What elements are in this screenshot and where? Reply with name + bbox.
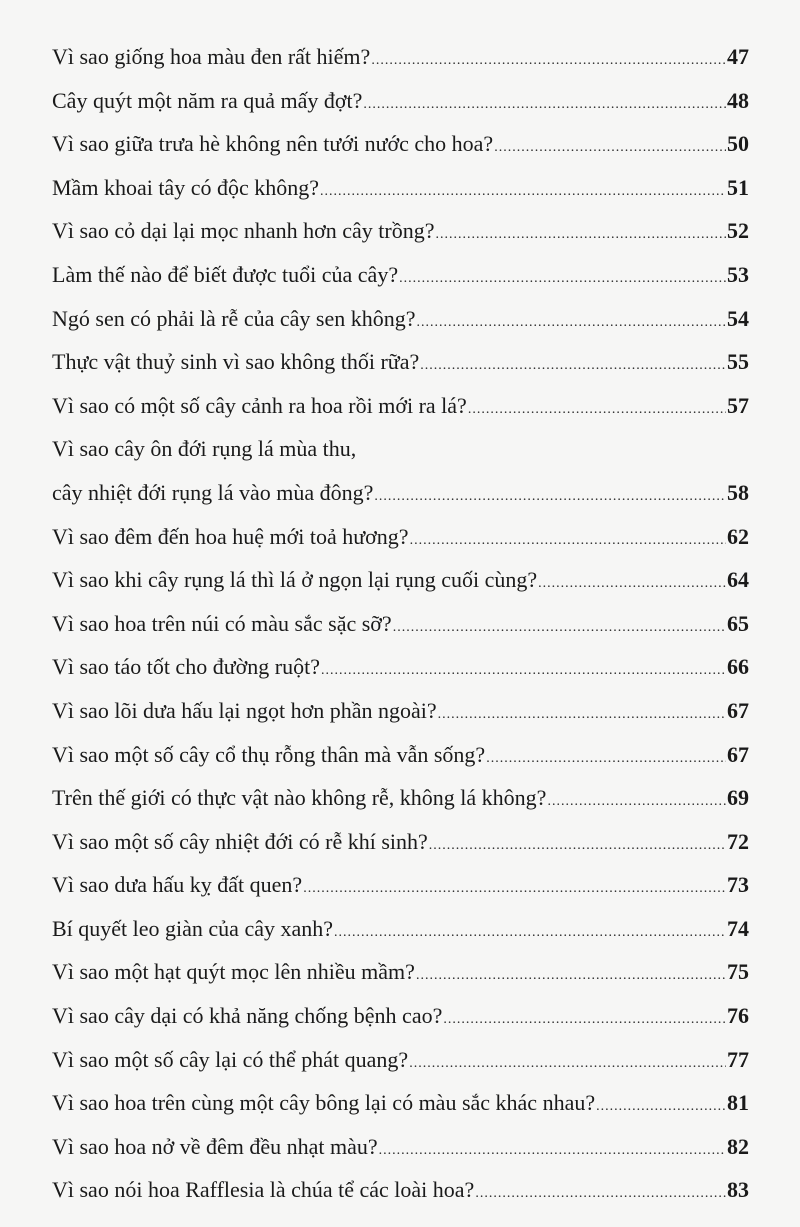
toc-entry-title: Vì sao dưa hấu kỵ đất quen? [52, 872, 303, 898]
dot-leader [416, 954, 726, 998]
toc-entry-page-number: 64 [727, 567, 749, 593]
toc-entry [52, 515, 749, 559]
dot-leader [468, 388, 726, 432]
dot-leader [409, 1042, 726, 1086]
toc-entry [52, 79, 749, 123]
toc-entry-title: Vì sao đêm đến hoa huệ mới toả hương? [52, 523, 409, 549]
dot-leader [486, 737, 726, 781]
toc-entry-line [52, 427, 749, 471]
toc-entry-title: Vì sao hoa trên cùng một cây bông lại có màu sắc khác nhau? [52, 1090, 596, 1116]
toc-entry-page-number: 67 [727, 741, 749, 767]
toc-entry-title: Cây quýt một năm ra quả mấy đợt? [52, 87, 363, 113]
dot-leader [443, 998, 726, 1042]
toc-entry-page-number: 57 [727, 392, 749, 418]
toc-entry-title: Vì sao giữa trưa hè không nên tưới nước cho hoa? [52, 131, 494, 157]
toc-entry-page-number: 67 [727, 697, 749, 723]
toc-entry-title: Vì sao giống hoa màu đen rất hiếm? [52, 44, 371, 69]
toc-entry [52, 733, 749, 777]
toc-entry [52, 471, 749, 515]
toc-entry-title: Thực vật thuỷ sinh vì sao không thối rữa? [52, 349, 420, 375]
toc-entry-title: Vì sao cỏ dại lại mọc nhanh hơn cây trồng? [52, 218, 435, 244]
toc-entry-title: Vì sao khi cây rụng lá thì lá ở ngọn lại rụng cuối cùng? [52, 567, 538, 593]
toc-entry-page-number: 54 [727, 305, 749, 331]
toc-entry-title: Vì sao một số cây cổ thụ rỗng thân mà vẫn sống? [52, 741, 486, 767]
toc-entry-page-number: 66 [727, 654, 749, 680]
toc-entry-page-number: 58 [727, 479, 749, 505]
toc-entry [52, 384, 749, 428]
toc-entry-page-number: 53 [727, 261, 749, 287]
toc-entry [52, 253, 749, 297]
toc-entry [52, 645, 749, 689]
dot-leader [596, 1085, 726, 1129]
toc-entry-page-number: 82 [727, 1133, 749, 1159]
toc-entry-title: Mầm khoai tây có độc không? [52, 174, 319, 200]
toc-entry-title: Vì sao hoa nở về đêm đều nhạt màu? [52, 1133, 378, 1159]
toc-entry-page-number: 73 [727, 872, 749, 898]
toc-entry-page-number: 75 [727, 959, 749, 985]
toc-entry [52, 776, 749, 820]
dot-leader [438, 693, 726, 737]
toc-entry-page-number: 69 [727, 785, 749, 811]
toc-entry [52, 907, 749, 951]
toc-entry [52, 1038, 749, 1082]
toc-entry-title: Vì sao một số cây nhiệt đới có rễ khí sinh? [52, 828, 428, 854]
toc-entry-page-number: 81 [727, 1090, 749, 1116]
toc-entry [52, 994, 749, 1038]
dot-leader [429, 824, 726, 868]
dot-leader [538, 562, 726, 606]
toc-entry [52, 1168, 749, 1212]
toc-entry [52, 122, 749, 166]
dot-leader [303, 867, 726, 911]
toc-entry [52, 35, 749, 79]
toc-entry-page-number: 51 [727, 174, 749, 200]
toc-entry [52, 297, 749, 341]
toc-entry [52, 1125, 749, 1169]
toc-entry-page-number: 62 [727, 523, 749, 549]
toc-entry-title: Vì sao một số cây lại có thể phát quang? [52, 1046, 409, 1072]
dot-leader [371, 39, 726, 83]
toc-entry [52, 558, 749, 602]
dot-leader [475, 1172, 726, 1216]
toc-entry-page-number: 77 [727, 1046, 749, 1072]
table-of-contents [52, 35, 749, 1212]
toc-entry-title: Vì sao hoa trên núi có màu sắc sặc sỡ? [52, 610, 392, 636]
dot-leader [399, 257, 726, 301]
toc-entry-page-number: 47 [727, 44, 749, 69]
dot-leader [363, 83, 726, 127]
dot-leader [374, 475, 726, 519]
toc-entry-page-number: 83 [727, 1177, 749, 1203]
dot-leader [321, 649, 726, 693]
dot-leader [494, 126, 726, 170]
toc-entry-title: Ngó sen có phải là rễ của cây sen không? [52, 305, 416, 331]
dot-leader [435, 213, 726, 257]
toc-entry-page-number: 55 [727, 349, 749, 375]
toc-entry-title: Vì sao nói hoa Rafflesia là chúa tể các loài hoa? [52, 1177, 475, 1203]
toc-entry-title: Vì sao lõi dưa hấu lại ngọt hơn phần ngoài? [52, 697, 437, 723]
dot-leader [420, 344, 726, 388]
toc-entry [52, 602, 749, 646]
toc-entry-page-number: 52 [727, 218, 749, 244]
toc-entry-title-line1: Vì sao cây ôn đới rụng lá mùa thu, [52, 436, 357, 462]
toc-entry [52, 820, 749, 864]
toc-entry [52, 1081, 749, 1125]
toc-entry [52, 950, 749, 994]
dot-leader [393, 606, 726, 650]
toc-entry-page-number: 65 [727, 610, 749, 636]
toc-entry [52, 689, 749, 733]
toc-entry-title: Vì sao táo tốt cho đường ruột? [52, 654, 320, 680]
dot-leader [416, 301, 726, 345]
dot-leader [379, 1129, 726, 1173]
toc-entry-title: Bí quyết leo giàn của cây xanh? [52, 915, 334, 941]
toc-entry [52, 863, 749, 907]
toc-entry [52, 166, 749, 210]
toc-entry-title: Vì sao cây dại có khả năng chống bệnh cao? [52, 1003, 443, 1029]
toc-entry-title: cây nhiệt đới rụng lá vào mùa đông? [52, 479, 374, 505]
toc-entry [52, 209, 749, 253]
toc-entry-page-number: 74 [727, 915, 749, 941]
toc-entry-page-number: 72 [727, 828, 749, 854]
toc-entry-page-number: 48 [727, 87, 749, 113]
dot-leader [410, 519, 726, 563]
dot-leader [320, 170, 726, 214]
toc-entry-title: Vì sao một hạt quýt mọc lên nhiều mầm? [52, 959, 415, 985]
dot-leader [547, 780, 726, 824]
toc-entry-page-number: 76 [727, 1003, 749, 1029]
toc-entry-title: Làm thế nào để biết được tuổi của cây? [52, 261, 399, 287]
dot-leader [334, 911, 726, 955]
toc-entry [52, 340, 749, 384]
toc-entry-title: Vì sao có một số cây cảnh ra hoa rồi mới ra lá? [52, 392, 467, 418]
toc-entry-page-number: 50 [727, 131, 749, 157]
toc-entry-title: Trên thế giới có thực vật nào không rễ, không lá không? [52, 785, 547, 811]
